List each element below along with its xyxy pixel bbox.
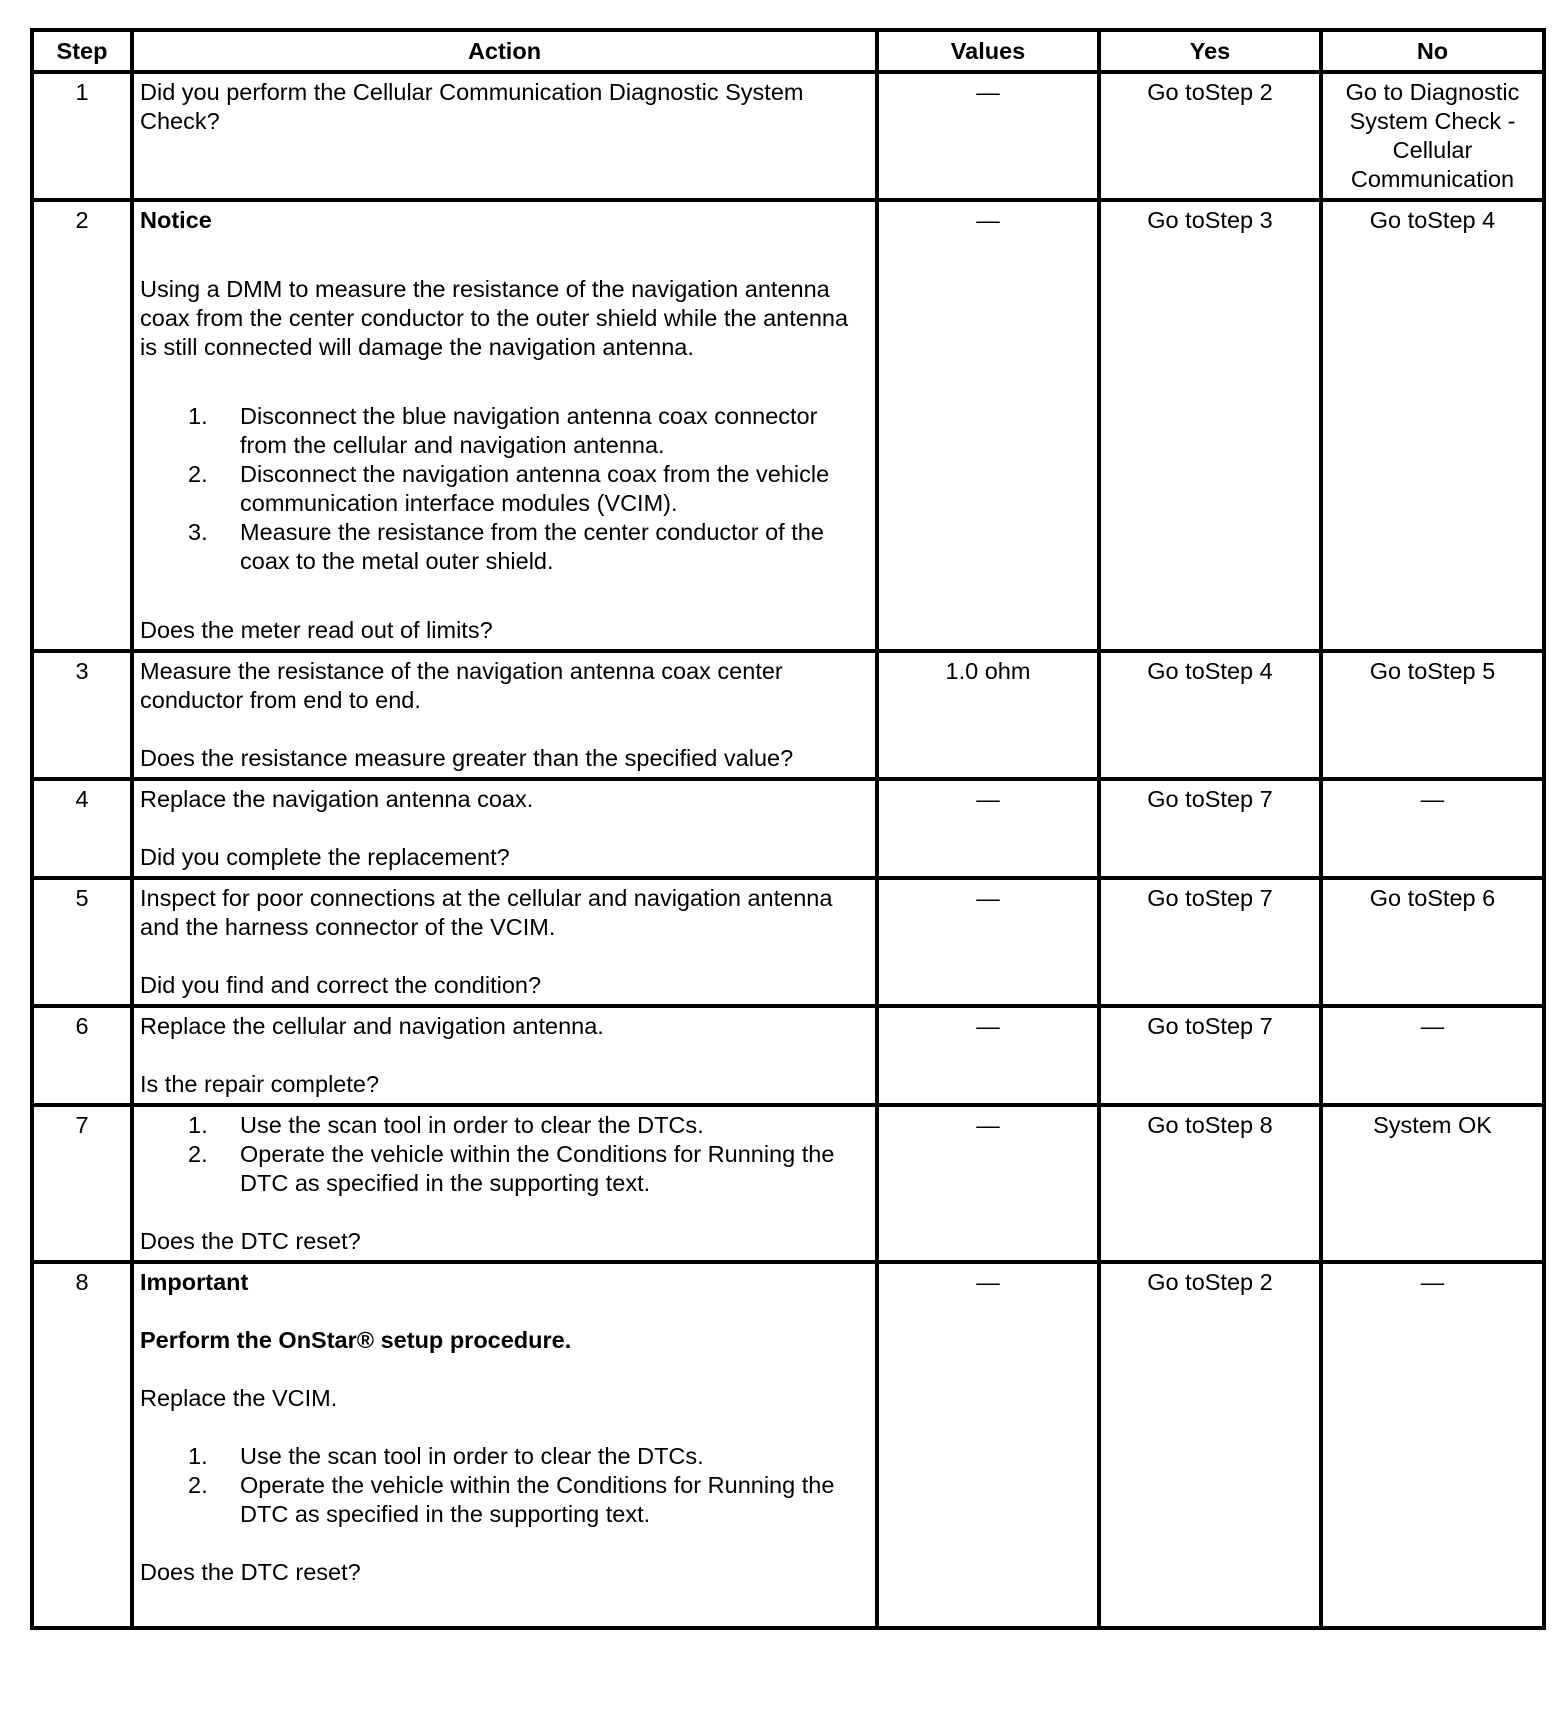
important-title: Important	[140, 1269, 249, 1295]
table-row	[32, 1105, 1544, 1262]
yes-cell: Go toStep 7	[1099, 878, 1321, 1006]
step-number: 6	[32, 1006, 132, 1105]
action-question: Does the resistance measure greater than the specified value?	[140, 745, 794, 771]
notice-title: Notice	[140, 207, 212, 233]
table-row	[32, 779, 1544, 878]
list-item: 2. Operate the vehicle within the Conditions for Running the DTC as specified in the supporting text.	[188, 1472, 835, 1527]
action-question: Is the repair complete?	[140, 1071, 380, 1097]
table-row	[32, 72, 1544, 200]
no-cell: System OK	[1321, 1105, 1544, 1262]
list-item: 2. Operate the vehicle within the Conditions for Running the DTC as specified in the supporting text.	[188, 1141, 835, 1196]
yes-cell: Go toStep 8	[1099, 1105, 1321, 1262]
action-cell	[132, 1105, 877, 1262]
step-number: 1	[32, 72, 132, 200]
step-number: 4	[32, 779, 132, 878]
table-row	[32, 1006, 1544, 1105]
action-cell	[132, 651, 877, 779]
values-cell: —	[877, 878, 1099, 1006]
action-question: Did you find and correct the condition?	[140, 972, 542, 998]
yes-cell: Go toStep 3	[1099, 200, 1321, 651]
list-item: 1. Disconnect the blue navigation antenna coax connector from the cellular and navigation antenna.	[188, 403, 818, 458]
list-item: 1. Use the scan tool in order to clear the DTCs.	[188, 1112, 704, 1138]
step-number: 8	[32, 1262, 132, 1628]
header-action: Action	[132, 30, 877, 72]
action-instruction: Replace the navigation antenna coax.	[140, 786, 534, 812]
header-step: Step	[32, 30, 132, 72]
yes-cell: Go toStep 2	[1099, 1262, 1321, 1628]
yes-cell: Go toStep 4	[1099, 651, 1321, 779]
table-row	[32, 200, 1544, 651]
no-cell: Go toStep 6	[1321, 878, 1544, 1006]
table-row	[32, 878, 1544, 1006]
action-instruction: Replace the VCIM.	[140, 1385, 338, 1411]
action-question: Does the meter read out of limits?	[140, 617, 493, 643]
notice-text: Using a DMM to measure the resistance of the navigation antenna coax from the center conductor to the outer shield while the antenna is still connected will damage the navigation antenna.	[140, 276, 849, 360]
header-row	[32, 30, 1544, 72]
action-instruction: Measure the resistance of the navigation antenna coax center conductor from end to end.	[140, 658, 783, 713]
action-instruction: Replace the cellular and navigation antenna.	[140, 1013, 604, 1039]
step-number: 5	[32, 878, 132, 1006]
header-yes: Yes	[1099, 30, 1321, 72]
step-number: 2	[32, 200, 132, 651]
yes-cell: Go toStep 2	[1099, 72, 1321, 200]
procedure-list	[140, 1442, 869, 1529]
no-cell: —	[1321, 779, 1544, 878]
action-cell	[132, 1262, 877, 1628]
action-cell	[132, 878, 877, 1006]
values-cell: 1.0 ohm	[877, 651, 1099, 779]
diagnostic-table	[30, 28, 1546, 1630]
values-cell: —	[877, 200, 1099, 651]
header-no: No	[1321, 30, 1544, 72]
action-question: Does the DTC reset?	[140, 1559, 361, 1585]
action-cell	[132, 200, 877, 651]
yes-cell: Go toStep 7	[1099, 1006, 1321, 1105]
no-cell: Go toStep 4	[1321, 200, 1544, 651]
values-cell: —	[877, 779, 1099, 878]
no-cell: —	[1321, 1262, 1544, 1628]
action-cell	[132, 1006, 877, 1105]
action-question: Did you complete the replacement?	[140, 844, 510, 870]
values-cell: —	[877, 1262, 1099, 1628]
list-item: 3. Measure the resistance from the center conductor of the coax to the metal outer shield.	[188, 519, 824, 574]
list-item: 1. Use the scan tool in order to clear the DTCs.	[188, 1443, 704, 1469]
step-number: 3	[32, 651, 132, 779]
header-values: Values	[877, 30, 1099, 72]
yes-cell: Go toStep 7	[1099, 779, 1321, 878]
table-row	[32, 1262, 1544, 1628]
important-text: Perform the OnStar® setup procedure.	[140, 1327, 572, 1353]
action-question: Did you perform the Cellular Communication Diagnostic System Check?	[140, 79, 804, 134]
values-cell: —	[877, 72, 1099, 200]
procedure-list	[140, 402, 869, 576]
list-item: 2. Disconnect the navigation antenna coax from the vehicle communication interface modules (VCIM).	[188, 461, 830, 516]
step-number: 7	[32, 1105, 132, 1262]
procedure-list	[140, 1111, 869, 1198]
action-instruction: Inspect for poor connections at the cellular and navigation antenna and the harness connector of the VCIM.	[140, 885, 833, 940]
no-cell: Go to Diagnostic System Check - Cellular Communication	[1321, 72, 1544, 200]
values-cell: —	[877, 1006, 1099, 1105]
action-cell	[132, 779, 877, 878]
values-cell: —	[877, 1105, 1099, 1262]
action-cell	[132, 72, 877, 200]
no-cell: Go toStep 5	[1321, 651, 1544, 779]
table-row	[32, 651, 1544, 779]
no-cell: —	[1321, 1006, 1544, 1105]
action-question: Does the DTC reset?	[140, 1228, 361, 1254]
